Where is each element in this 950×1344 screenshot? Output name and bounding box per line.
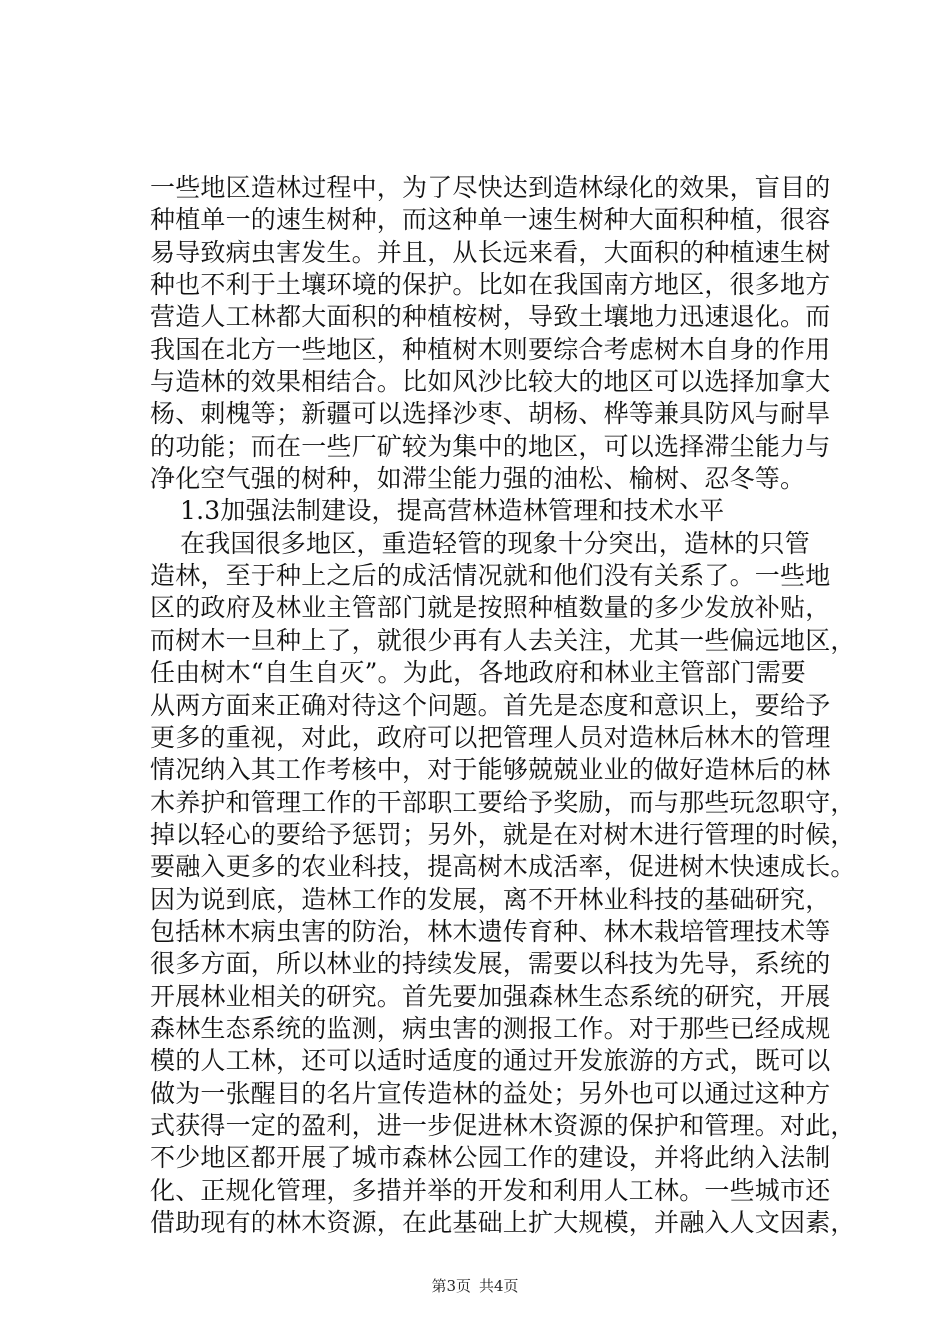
page-footer [0,1275,950,1296]
text-line: 杨、刺槐等；新疆可以选择沙枣、胡杨、桦等兼具防风与耐旱 [150,399,831,429]
text-line: 一些地区造林过程中，为了尽快达到造林绿化的效果，盲目的 [150,173,831,202]
text-line: 与造林的效果相结合。比如风沙比较大的地区可以选择加拿大 [150,367,831,397]
text-line: 情况纳入其工作考核中，对于能够兢兢业业的做好造林后的林 [150,755,831,785]
text-line: 木养护和管理工作的干部职工要给予奖励，而与那些玩忽职守， [150,787,856,817]
text-line: 很多方面，所以林业的持续发展，需要以科技为先导，系统的 [150,949,831,979]
text-line: 不少地区都开展了城市森林公园工作的建设，并将此纳入法制 [150,1143,831,1173]
text-line: 因为说到底，造林工作的发展，离不开林业科技的基础研究， [150,884,831,914]
text-line: 化、正规化管理，多措并举的开发和利用人工林。一些城市还 [150,1175,831,1205]
text-line: 区的政府及林业主管部门就是按照种植数量的多少发放补贴， [150,593,831,623]
text-line: 做为一张醒目的名片宣传造林的益处；另外也可以通过这种方 [150,1078,831,1108]
text-line: 种植单一的速生树种，而这种单一速生树种大面积种植，很容 [150,205,831,235]
text-line: 造林，至于种上之后的成活情况就和他们没有关系了。一些地 [150,561,831,591]
text-line: 借助现有的林木资源，在此基础上扩大规模，并融入人文因素， [150,1208,856,1237]
text-line: 开展林业相关的研究。首先要加强森林生态系统的研究，开展 [150,981,831,1011]
section-heading: 1.3加强法制建设，提高营林造林管理和技术水平 [180,496,725,526]
text-line: 从两方面来正确对待这个问题。首先是态度和意识上，要给予 [150,690,831,720]
text-line: 在我国很多地区，重造轻管的现象十分突出，造林的只管 [180,528,811,558]
text-line: 净化空气强的树种，如滞尘能力强的油松、榆树、忍冬等。 [150,464,806,494]
text-line: 包括林木病虫害的防治，林木遗传育种、林木栽培管理技术等 [150,916,831,946]
body-text [150,172,856,1239]
text-line: 掉以轻心的要给予惩罚；另外，就是在对树木进行管理的时候， [150,819,856,849]
text-line: 的功能；而在一些厂矿较为集中的地区，可以选择滞尘能力与 [150,431,831,461]
text-line: 要融入更多的农业科技，提高树木成活率，促进树木快速成长。 [150,852,856,882]
text-line: 模的人工林，还可以适时适度的通过开发旅游的方式，既可以 [150,1046,831,1076]
text-line: 我国在北方一些地区，种植树木则要综合考虑树木自身的作用 [150,334,831,364]
text-line: 任由树木“自生自灭”。为此，各地政府和林业主管部门需要 [150,658,806,688]
text-line: 更多的重视，对此，政府可以把管理人员对造林后林木的管理 [150,722,831,752]
page-number: 第3页 [431,1277,471,1295]
text-line: 而树木一旦种上了，就很少再有人去关注，尤其一些偏远地区， [150,625,856,655]
text-line: 式获得一定的盈利，进一步促进林木资源的保护和管理。对此， [150,1110,856,1140]
text-line: 易导致病虫害发生。并且，从长远来看，大面积的种植速生树 [150,237,831,267]
text-line: 种也不利于土壤环境的保护。比如在我国南方地区，很多地方 [150,270,831,300]
page-total: 共4页 [479,1277,519,1295]
text-line: 森林生态系统的监测，病虫害的测报工作。对于那些已经成规 [150,1013,831,1043]
text-line: 营造人工林都大面积的种植桉树，导致土壤地力迅速退化。而 [150,302,831,332]
